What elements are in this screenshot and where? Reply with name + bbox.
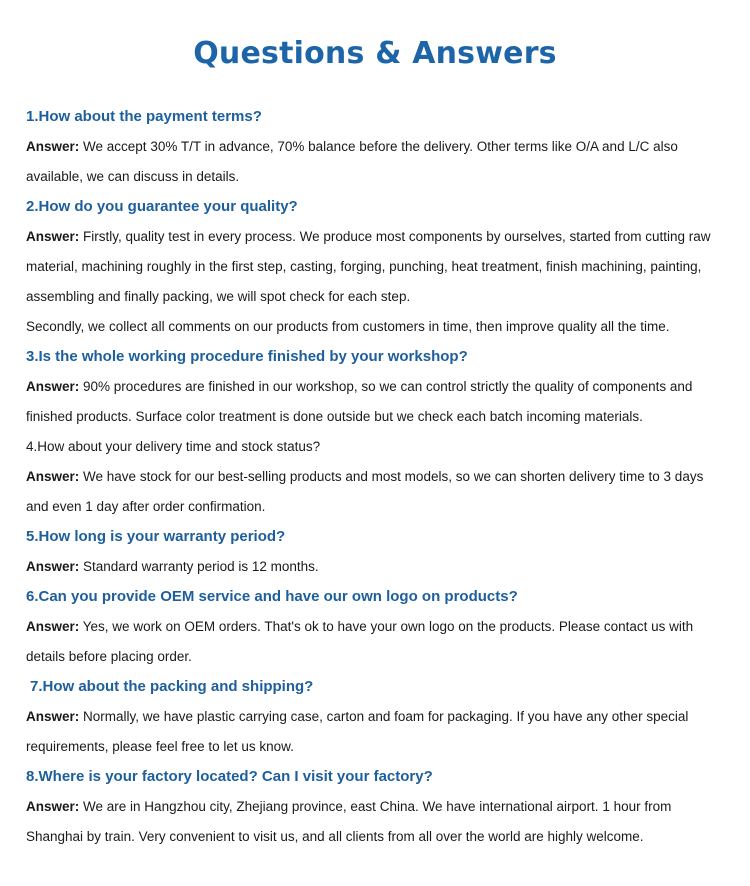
answer-label: Answer: bbox=[26, 559, 80, 574]
faq-answer-text: We are in Hangzhou city, Zhejiang province, east China. We have international airport. 1 hour from Shanghai by train. Very convenient to visit us, and all clients from all over the world are highly welcome. bbox=[26, 799, 672, 844]
faq-answer bbox=[26, 462, 726, 522]
faq-question: 3.Is the whole working procedure finished by your workshop? bbox=[26, 348, 468, 365]
answer-label: Answer: bbox=[26, 619, 80, 634]
faq-answer-text: Yes, we work on OEM orders. That's ok to have your own logo on the products. Please contact us with details before placing order. bbox=[26, 619, 694, 664]
faq-answer-extra: Secondly, we collect all comments on our products from customers in time, then improve quality all the time. bbox=[26, 319, 670, 334]
page-title: Questions & Answers bbox=[193, 36, 557, 71]
faq-answer-text: Standard warranty period is 12 months. bbox=[83, 559, 319, 574]
faq-answer bbox=[26, 222, 726, 312]
answer-label: Answer: bbox=[26, 709, 80, 724]
faq-list bbox=[26, 102, 726, 852]
faq-answer bbox=[26, 702, 726, 762]
faq-answer bbox=[26, 132, 726, 192]
faq-answer bbox=[26, 552, 726, 582]
faq-answer-text: We accept 30% T/T in advance, 70% balance before the delivery. Other terms like O/A and L/C also available, we can discuss in details. bbox=[26, 139, 678, 184]
faq-question: 8.Where is your factory located? Can I visit your factory? bbox=[26, 768, 433, 785]
answer-label: Answer: bbox=[26, 799, 80, 814]
faq-answer bbox=[26, 372, 726, 432]
faq-answer-text: 90% procedures are finished in our workshop, so we can control strictly the quality of components and finished products. Surface color treatment is done outside but we check each batch incoming materials. bbox=[26, 379, 693, 424]
faq-question: 4.How about your delivery time and stock status? bbox=[26, 439, 321, 454]
answer-label: Answer: bbox=[26, 469, 80, 484]
answer-label: Answer: bbox=[26, 379, 80, 394]
faq-question: 5.How long is your warranty period? bbox=[26, 528, 286, 545]
faq-question: 7.How about the packing and shipping? bbox=[30, 678, 314, 695]
faq-answer-text: Firstly, quality test in every process. We produce most components by ourselves, started from cutting raw material, machining roughly in the first step, casting, forging, punching, heat treatment, finish machining, painting, assembling and finally packing, we will spot check for each step. bbox=[26, 229, 711, 304]
faq-answer bbox=[26, 792, 726, 852]
faq-question: 1.How about the payment terms? bbox=[26, 108, 262, 125]
faq-answer-text: Normally, we have plastic carrying case, carton and foam for packaging. If you have any other special requirements, please feel free to let us know. bbox=[26, 709, 689, 754]
faq-question: 6.Can you provide OEM service and have our own logo on products? bbox=[26, 588, 518, 605]
answer-label: Answer: bbox=[26, 139, 80, 154]
faq-answer bbox=[26, 612, 726, 672]
faq-answer-text: We have stock for our best-selling products and most models, so we can shorten delivery time to 3 days and even 1 day after order confirmation. bbox=[26, 469, 704, 514]
faq-question: 2.How do you guarantee your quality? bbox=[26, 198, 298, 215]
answer-label: Answer: bbox=[26, 229, 80, 244]
